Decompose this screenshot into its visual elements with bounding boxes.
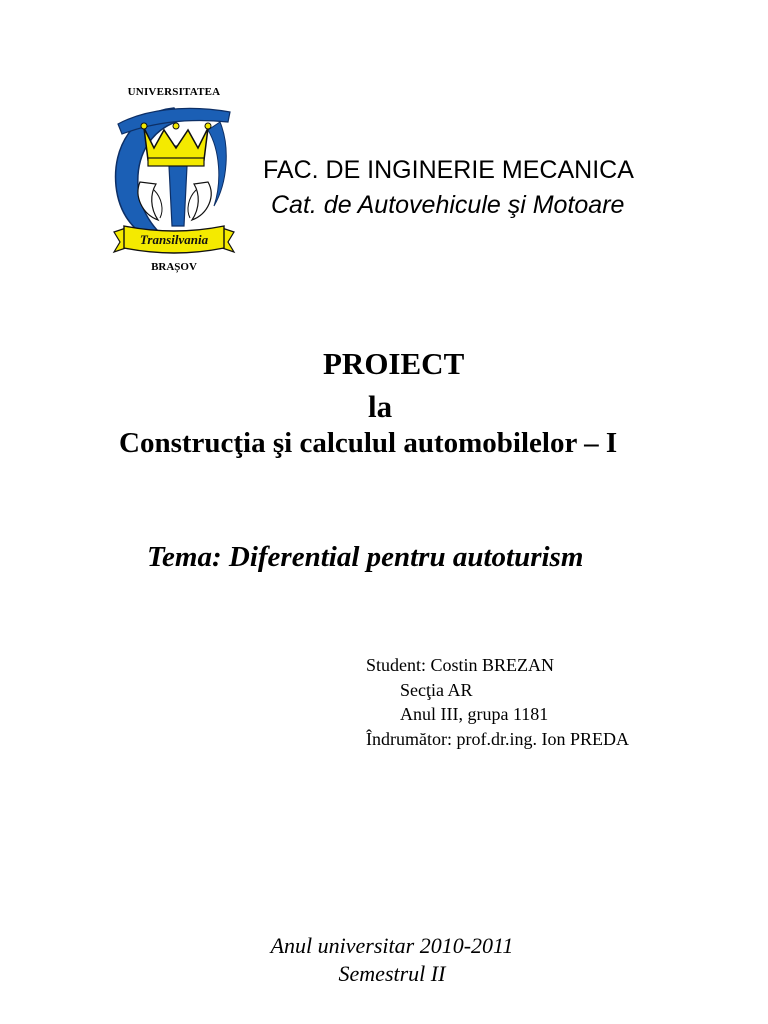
logo-university-text: UNIVERSITATEA [127,86,221,98]
advisor-line: Îndrumător: prof.dr.ing. Ion PREDA [366,729,629,749]
academic-year: Anul universitar 2010-2011 [270,933,514,958]
project-theme: Tema: Diferential pentru autoturism [147,541,584,573]
department-name: Cat. de Autovehicule şi Motoare [271,191,625,219]
faculty-name: FAC. DE INGINERIE MECANICA [263,156,634,184]
semester: Semestrul II [338,961,446,986]
section-line: Secţia AR [400,680,473,700]
course-name: Construcţia şi calculul automobilelor – I [119,427,618,459]
logo-emblem-icon [104,86,244,286]
document-title-connector: la [368,389,393,424]
university-logo [104,86,244,286]
logo-city-text: BRAȘOV [151,261,197,273]
logo-ribbon-text: Transilvania [139,232,209,247]
document-title: PROIECT [323,346,465,381]
year-group-line: Anul III, grupa 1181 [400,704,549,724]
student-line: Student: Costin BREZAN [366,655,555,675]
